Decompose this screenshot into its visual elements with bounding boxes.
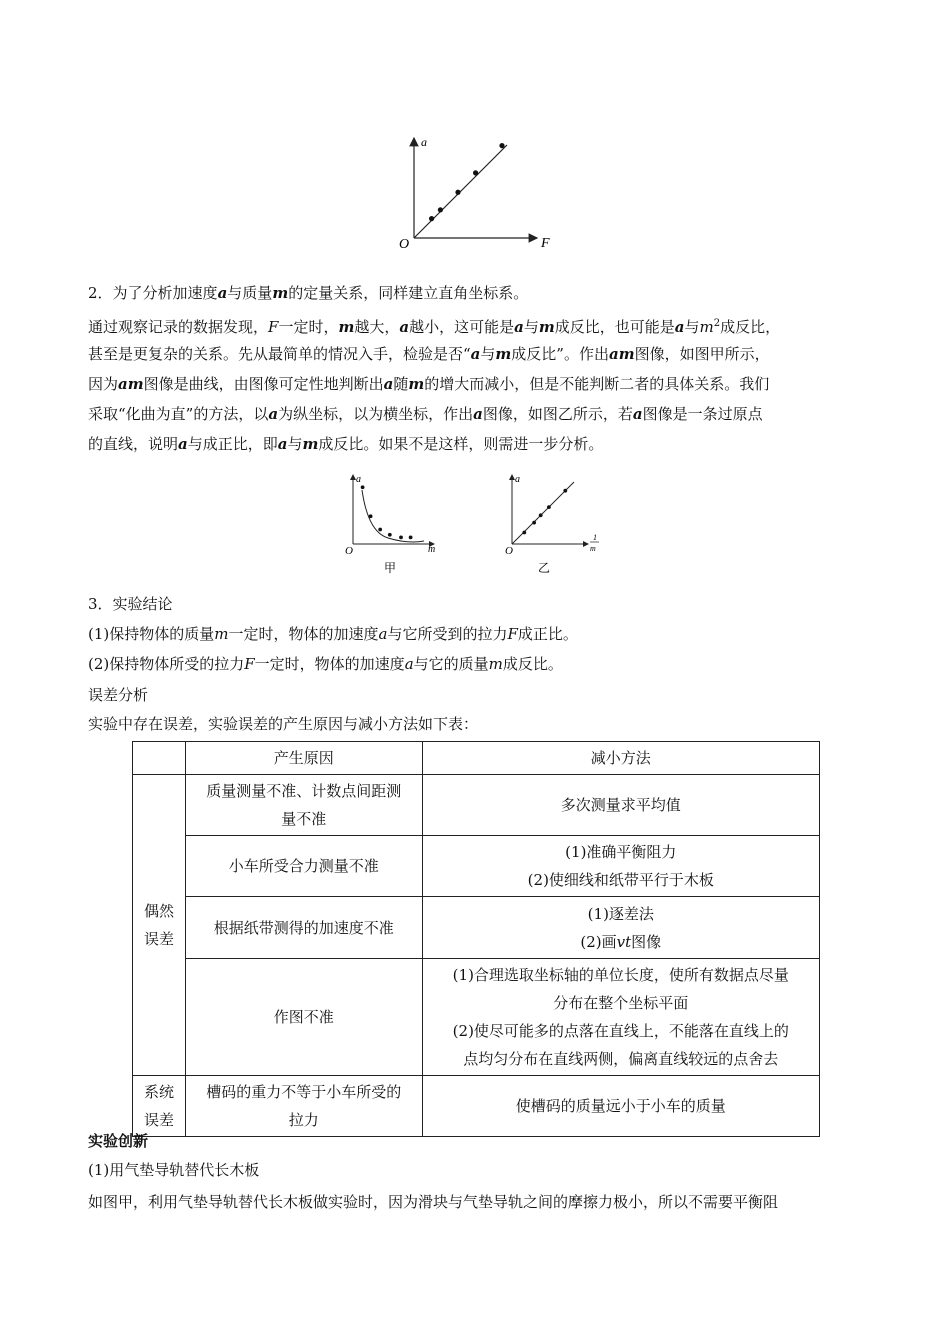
table-row [133,836,820,897]
table-cell: (1)逐差法 (2)画vt图像 [422,897,819,959]
table-header-cause: 产生原因 [185,742,422,775]
table-header-method: 减小方法 [422,742,819,775]
data-point [429,216,434,221]
section2-heading: 2．为了分析加速度a与质量m的定量关系，同样建立直角坐标系。 [88,284,529,302]
data-point [361,485,365,489]
section3-heading: 3．实验结论 [88,595,173,613]
paragraph-line: 的直线，说明a与成正比，即a与m成反比。如果不是这样，则需进一步分析。 [88,435,604,453]
x-axis-label-numerator: 1 [593,533,597,542]
data-point [388,533,392,537]
paragraph-line: 甚至是更复杂的关系。先从最简单的情况入手，检验是否“a与m成反比”。作出am图像，如图甲所示， [88,345,770,363]
data-point [547,505,551,509]
data-points [361,485,413,539]
table-cell: 小车所受合力测量不准 [185,836,422,897]
table-cell: (1)准确平衡阻力 (2)使细线和纸带平行于木板 [422,836,819,897]
fit-line [414,145,507,238]
error-analysis-heading: 误差分析 [88,686,149,704]
data-point [438,207,443,212]
figure-caption: 甲 [384,561,397,575]
table-row [133,959,820,1076]
innovation-heading: 实验创新 [88,1132,149,1150]
origin-label: O [345,545,353,557]
a-inv-m-graph-yi [500,470,615,578]
table-cell: (1)合理选取坐标轴的单位长度，使所有数据点尽量 分布在整个坐标平面 (2)使尽可能多的点落在直线上，不能落在直线上的 点均匀分布在直线两侧，偏离直线较远的点舍去 [422,959,819,1076]
category-random-error: 偶然 误差 [133,775,186,1076]
data-point [499,143,504,148]
y-axis-label: a [421,135,427,149]
y-axis-label: a [356,474,361,485]
table-cell: 根据纸带测得的加速度不准 [185,897,422,959]
table-cell: 使槽码的质量远小于小车的质量 [422,1076,819,1137]
data-point [455,190,460,195]
table-header-row [133,742,820,775]
conclusion-1: (1)保持物体的质量m一定时，物体的加速度a与它所受到的拉力F成正比。 [88,625,578,643]
x-axis-label: m [428,544,436,555]
data-points [429,143,505,221]
data-point [473,170,478,175]
data-point [378,528,382,532]
x-axis-label-denominator: m [590,544,596,553]
data-point [409,536,413,540]
table-cell: 多次测量求平均值 [422,775,819,836]
category-systematic-error: 系统 误差 [133,1076,186,1137]
innovation-paragraph: 如图甲，利用气垫导轨替代长木板做实验时，因为滑块与气垫导轨之间的摩擦力极小，所以不需要平衡阻 [88,1193,779,1211]
table-cell: 质量测量不准、计数点间距测 量不准 [185,775,422,836]
table-row [133,1076,820,1137]
data-point [522,531,526,535]
data-point [563,489,567,493]
origin-label: O [399,237,410,252]
paragraph-line: 通过观察记录的数据发现，F一定时，m越大，a越小，这可能是a与m成反比，也可能是a与$m^2$成反比， [88,318,781,336]
y-axis-label: a [515,474,520,485]
data-point [532,521,536,525]
data-point [539,513,543,517]
error-table [132,741,820,1137]
table-cell [133,742,186,775]
paragraph-line: 因为am图像是曲线，由图像可定性地判断出a随m的增大而减小，但是不能判断二者的具体关系。我们 [88,375,770,393]
a-m-graph-jia [340,470,450,578]
error-analysis-intro: 实验中存在误差，实验误差的产生原因与减小方法如下表： [88,715,479,733]
origin-label: O [505,545,513,557]
figure-caption: 乙 [538,561,551,575]
innovation-item-1: (1)用气垫导轨替代长木板 [88,1161,260,1179]
table-cell: 作图不准 [185,959,422,1076]
table-row [133,775,820,836]
paragraph-line: 采取“化曲为直”的方法，以a为纵坐标，以为横坐标，作出a图像，如图乙所示，若a图像是一条过原点 [88,405,763,423]
x-axis-label: F [541,236,550,251]
data-point [399,536,403,540]
table-row [133,897,820,959]
data-point [369,514,373,518]
conclusion-2: (2)保持物体所受的拉力F一定时，物体的加速度a与它的质量m成反比。 [88,655,563,673]
table-cell: 槽码的重力不等于小车所受的 拉力 [185,1076,422,1137]
a-F-graph [395,132,560,252]
